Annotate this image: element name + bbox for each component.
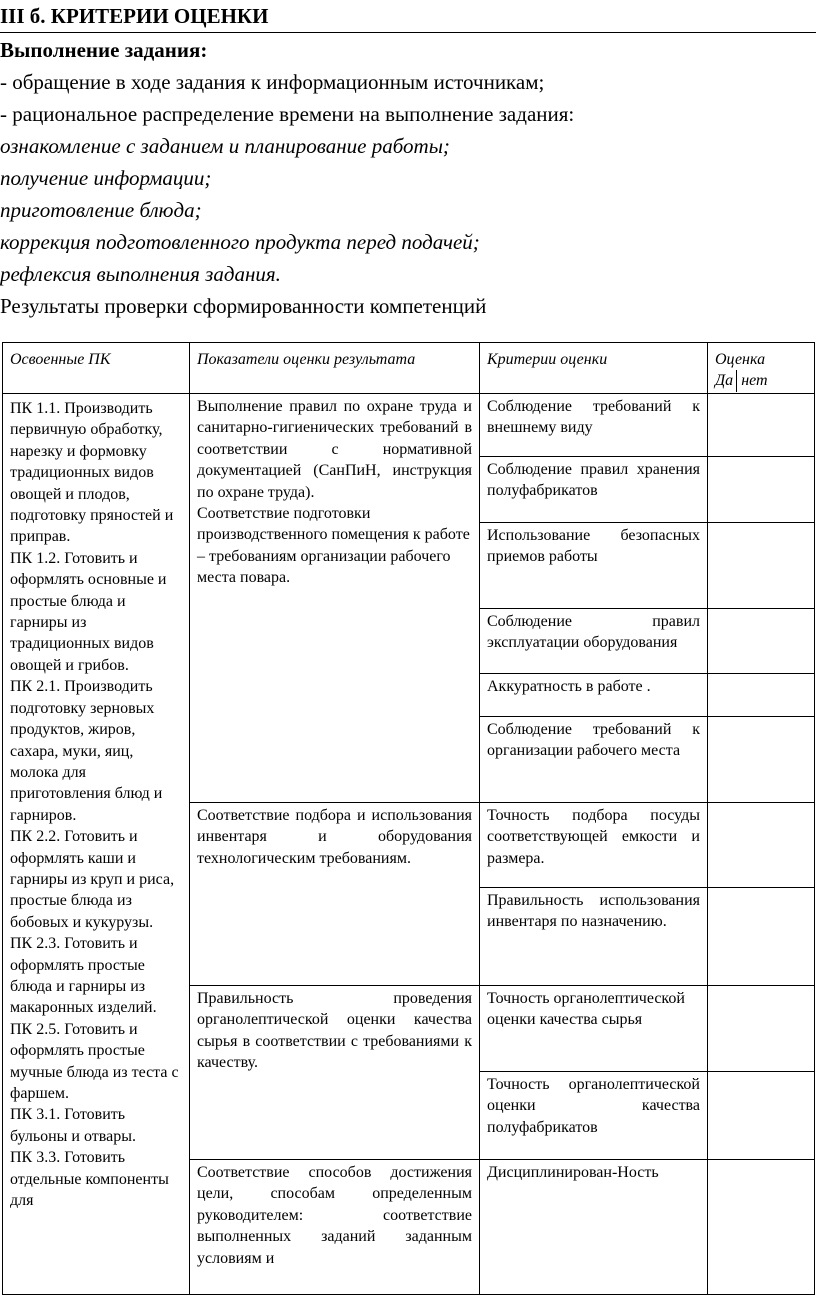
header-grade-label: Оценка — [715, 351, 766, 368]
indicator-cell: Соответствие подбора и использования инвентаря и оборудования технологическим требованиям. — [190, 803, 480, 986]
pk-item: ПК 3.1. Готовить бульоны и отвары. — [10, 1106, 136, 1145]
intro-bullet: - рациональное распределение времени на выполнение задания: — [0, 102, 575, 126]
indicator-text: Соответствие подготовки производственного помещения к работе – требованиям организации рабочего места повара. — [197, 505, 470, 587]
pk-item: ПК 2.3. Готовить и оформлять простые блюда и гарниры из макаронных изделий. — [10, 935, 157, 1017]
pk-item: ПК 2.1. Производить подготовку зерновых продуктов, жиров, сахара, муки, яиц, молока для приготовления блюд и гарниров. — [10, 678, 163, 824]
grade-cell — [708, 674, 815, 717]
header-grade-yes: Да — [715, 370, 737, 391]
intro-step: коррекция подготовленного продукта перед подачей; — [0, 230, 480, 254]
grade-cell — [708, 523, 815, 609]
criterion-cell: Точность органолептической оценки качества сырья — [480, 986, 708, 1072]
grade-cell — [708, 1160, 815, 1295]
grade-cell — [708, 394, 815, 457]
results-caption: Результаты проверки сформированности компетенций — [0, 294, 487, 318]
section-heading: III б. КРИТЕРИИ ОЦЕНКИ — [0, 4, 269, 28]
header-grade-no: нет — [741, 372, 768, 390]
indicator-cell: Правильность проведения органолептической оценки качества сырья в соответствии с требованиями к качеству. — [190, 986, 480, 1160]
pk-item: ПК 2.2. Готовить и оформлять каши и гарниры из круп и риса, простые блюда из бобовых и кукурузы. — [10, 828, 175, 931]
criterion-cell: Соблюдение правил эксплуатации оборудования — [480, 609, 708, 674]
criterion-cell: Правильность использования инвентаря по назначению. — [480, 888, 708, 986]
grade-cell — [708, 803, 815, 888]
table-row — [3, 394, 815, 457]
pk-item: ПК 1.2. Готовить и оформлять основные и простые блюда и гарниры из традиционных видов овощей и грибов. — [10, 549, 167, 674]
header-indicators: Показатели оценки результата — [190, 343, 480, 394]
task-intro — [0, 34, 816, 322]
header-pk: Освоенные ПК — [3, 343, 190, 394]
header-grade — [708, 343, 815, 394]
heading-divider — [0, 32, 816, 33]
criterion-cell: Точность подбора посуды соответствующей емкости и размера. — [480, 803, 708, 888]
indicator-cell: Соответствие способов достижения цели, способам определенным руководителем: соответствие выполненных заданий заданным условиям и — [190, 1160, 480, 1295]
grade-cell — [708, 986, 815, 1072]
criterion-cell: Соблюдение правил хранения полуфабрикатов — [480, 457, 708, 523]
criterion-cell: Аккуратность в работе . — [480, 674, 708, 717]
criterion-cell: Использование безопасных приемов работы — [480, 523, 708, 609]
header-criteria: Критерии оценки — [480, 343, 708, 394]
grade-cell — [708, 717, 815, 803]
criterion-cell: Соблюдение требований к организации рабочего места — [480, 717, 708, 803]
indicator-cell — [190, 394, 480, 803]
criterion-cell: Дисциплинирован-Ность — [480, 1160, 708, 1295]
table-header-row — [3, 343, 815, 394]
intro-bullet: - обращение в ходе задания к информационным источникам; — [0, 70, 545, 94]
intro-step: получение информации; — [0, 166, 212, 190]
intro-step: рефлексия выполнения задания. — [0, 262, 281, 286]
pk-item: ПК 1.1. Производить первичную обработку, нарезку и формовку традиционных видов овощей и плодов, подготовку пряностей и приправ. — [10, 400, 174, 546]
grade-cell — [708, 1072, 815, 1160]
indicator-text: Выполнение правил по охране труда и санитарно-гигиенических требований в соответствии с нормативной документацией (СанПиН, инструкция по охране труда). — [197, 398, 472, 501]
pk-item: ПК 3.3. Готовить отдельные компоненты для — [10, 1149, 169, 1210]
grade-cell — [708, 609, 815, 674]
pk-item: ПК 2.5. Готовить и оформлять простые мучные блюда из теста с фаршем. — [10, 1020, 179, 1102]
criterion-cell: Соблюдение требований к внешнему виду — [480, 394, 708, 457]
criteria-table — [2, 342, 815, 1295]
intro-title: Выполнение задания: — [0, 38, 208, 62]
pk-list-cell — [3, 394, 190, 1295]
grade-cell — [708, 457, 815, 523]
intro-step: ознакомление с заданием и планирование работы; — [0, 134, 450, 158]
grade-cell — [708, 888, 815, 986]
criterion-cell: Точность органолептической оценки качества полуфабрикатов — [480, 1072, 708, 1160]
intro-step: приготовление блюда; — [0, 198, 202, 222]
